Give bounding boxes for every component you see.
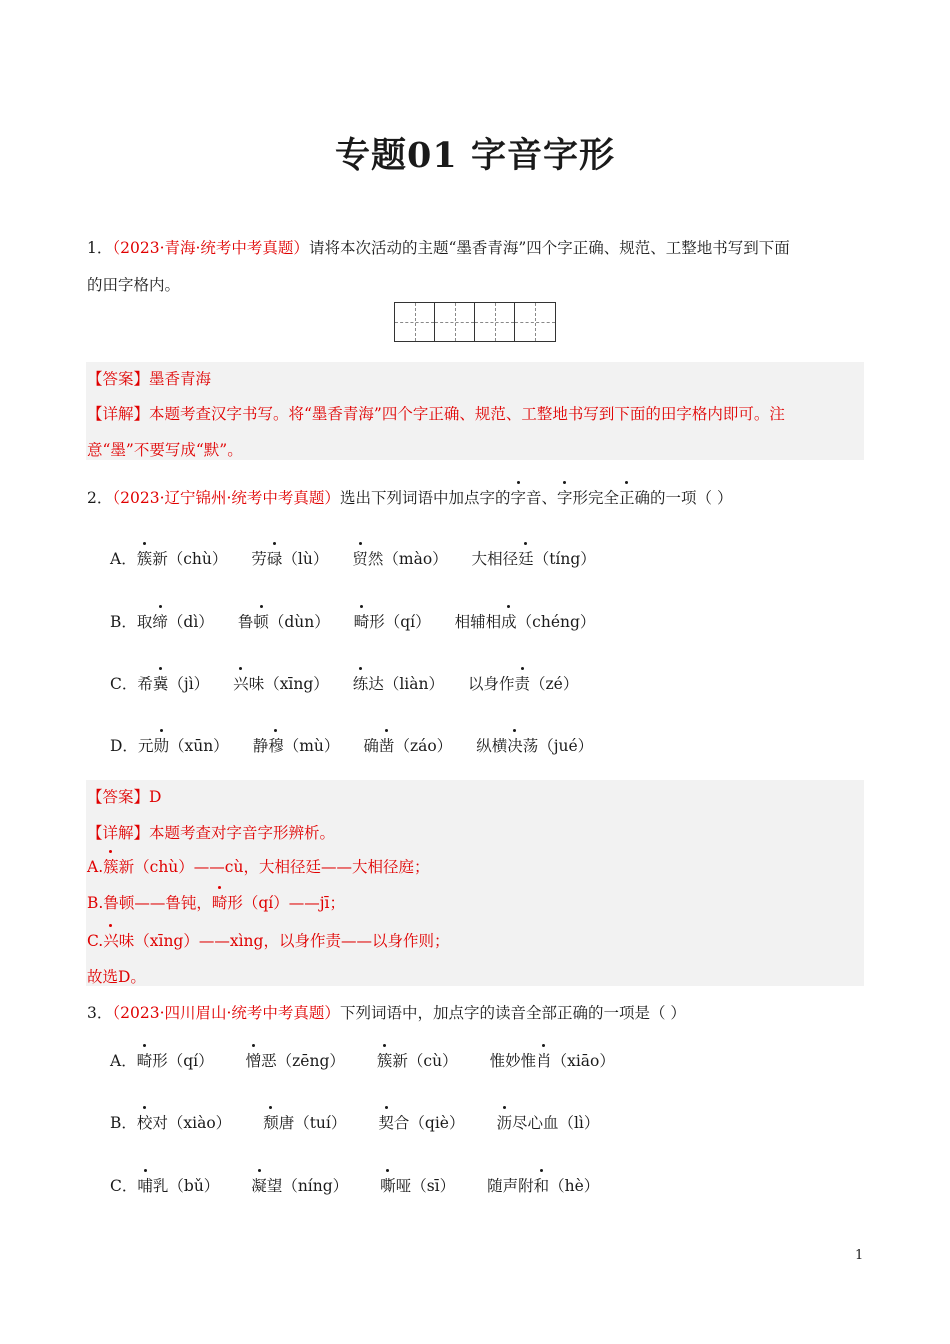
word-text: 劳 xyxy=(251,550,267,568)
dotted-char: 憎 xyxy=(246,1049,262,1071)
question-number: 2． xyxy=(87,489,113,507)
option-label: A． xyxy=(110,550,137,568)
word-text: 尽心血（lì） xyxy=(511,1114,600,1132)
option-row xyxy=(110,1111,631,1133)
word-text: （xiāo） xyxy=(551,1052,615,1070)
option-word xyxy=(137,547,228,569)
grid-cell xyxy=(475,303,515,341)
word-text: 纵横 xyxy=(476,737,508,755)
dotted-char: 字 xyxy=(510,486,526,508)
word-text: （zé） xyxy=(529,675,579,693)
word-text: 唐（tuí） xyxy=(278,1114,347,1132)
option-label: C． xyxy=(110,1177,138,1195)
detail-text: 新（chù）——cù，大相径廷——大相径庭； xyxy=(118,858,430,876)
word-text: 相辅相 xyxy=(454,613,502,631)
option-word xyxy=(380,1174,455,1196)
option-word xyxy=(137,672,209,694)
option-label: D． xyxy=(110,737,138,755)
word-text: 形（qí） xyxy=(152,1052,214,1070)
word-text: 味（xīng） xyxy=(248,675,329,693)
dotted-char: 畸 xyxy=(212,891,228,913)
word-text: 取 xyxy=(136,613,153,631)
detail-1-line-1: 【详解】本题考查汉字书写。将“墨香青海”四个字正确、规范、工整地书写到下面的田字格内即可。注 xyxy=(87,405,785,423)
question-text: 选出下列词语中加点字的 xyxy=(339,489,511,507)
detail-2-c xyxy=(87,929,449,951)
question-2-stem xyxy=(87,486,732,508)
option-word xyxy=(137,1049,214,1071)
dotted-char: 簇 xyxy=(377,1049,393,1071)
option-word xyxy=(363,734,452,756)
option-word xyxy=(233,672,329,694)
word-text: 达（liàn） xyxy=(368,675,444,693)
word-text: 以身作 xyxy=(467,675,515,693)
detail-text: A. xyxy=(87,858,104,876)
dotted-char: 肖 xyxy=(536,1049,552,1071)
question-number: 3． xyxy=(87,1004,113,1022)
dotted-char: 簇 xyxy=(103,855,119,877)
option-word xyxy=(253,734,340,756)
question-3-stem xyxy=(87,1001,686,1023)
option-row xyxy=(110,672,602,694)
question-text: 音、 xyxy=(525,489,557,507)
word-text: （lù） xyxy=(282,550,329,568)
word-text: 元 xyxy=(137,737,154,755)
word-text: 望（níng） xyxy=(266,1177,349,1195)
detail-2-conclusion: 故选D。 xyxy=(87,968,146,986)
question-1-line-2: 的田字格内。 xyxy=(87,276,181,294)
dotted-char: 练 xyxy=(353,672,369,694)
dotted-char: 碌 xyxy=(267,547,283,569)
word-text: 对（xiào） xyxy=(152,1114,232,1132)
option-word xyxy=(468,672,578,694)
word-text: 乳（bǔ） xyxy=(152,1177,220,1195)
option-label: A． xyxy=(110,1052,137,1070)
page-number: 1 xyxy=(855,1248,864,1263)
grid-cell xyxy=(435,303,475,341)
dotted-char: 勋 xyxy=(153,734,169,756)
detail-text: B.鲁顿——鲁钝， xyxy=(87,894,212,912)
dotted-char: 凿 xyxy=(379,734,395,756)
word-text: 鲁 xyxy=(237,613,254,631)
question-number: 1． xyxy=(87,239,113,257)
word-text: （tíng） xyxy=(533,550,596,568)
word-text: 哑（sī） xyxy=(395,1177,456,1195)
option-word xyxy=(377,1049,458,1071)
option-label: B． xyxy=(110,613,137,631)
word-text: （mù） xyxy=(283,737,340,755)
dotted-char: 颓 xyxy=(263,1111,279,1133)
dotted-char: 顿 xyxy=(253,610,269,632)
option-row xyxy=(110,1049,647,1071)
option-word xyxy=(353,672,444,694)
answer-box-2 xyxy=(86,780,864,986)
word-text: 恶（zēng） xyxy=(261,1052,345,1070)
option-word xyxy=(487,1174,599,1196)
option-word xyxy=(472,547,596,569)
option-row xyxy=(110,610,619,632)
dotted-char: 契 xyxy=(378,1111,394,1133)
dotted-char: 冀 xyxy=(153,672,169,694)
word-text: 希 xyxy=(137,675,153,693)
word-text: 随声附 xyxy=(487,1177,534,1195)
question-source: （2023·四川眉山·统考中考真题） xyxy=(112,1004,340,1022)
question-source: （2023·青海·统考中考真题） xyxy=(112,239,309,257)
option-word xyxy=(251,547,328,569)
detail-2-b xyxy=(87,891,345,913)
option-word xyxy=(490,1049,615,1071)
word-text: 静 xyxy=(252,737,269,755)
dotted-char: 校 xyxy=(137,1111,153,1133)
word-text: （chéng） xyxy=(516,613,596,631)
detail-1-line-2: 意“墨”不要写成“默”。 xyxy=(87,441,243,459)
detail-2-a xyxy=(87,855,429,877)
word-text: （xūn） xyxy=(168,737,229,755)
dotted-char: 畸 xyxy=(354,610,370,632)
question-text: 下列词语中，加点字的读音全部正确的一项是（ ） xyxy=(339,1004,686,1022)
dotted-char: 成 xyxy=(501,610,517,632)
word-text: （dùn） xyxy=(268,613,330,631)
option-label: B． xyxy=(110,1114,137,1132)
option-word xyxy=(354,610,431,632)
answer-2: 【答案】D xyxy=(87,788,162,806)
question-1-line-1 xyxy=(87,236,790,258)
option-row xyxy=(110,547,620,569)
option-row xyxy=(110,1174,631,1196)
word-text: （dì） xyxy=(167,613,214,631)
dotted-char: 沥 xyxy=(496,1111,512,1133)
dotted-char: 贸 xyxy=(352,547,368,569)
option-label: C． xyxy=(110,675,138,693)
word-text: 确 xyxy=(363,737,379,755)
option-word xyxy=(137,610,214,632)
question-text: 请将本次活动的主题“墨香青海”四个字正确、规范、工整地书写到下面 xyxy=(308,239,790,257)
option-word xyxy=(496,1111,599,1133)
option-word xyxy=(238,610,330,632)
dotted-char: 嘶 xyxy=(380,1174,396,1196)
dotted-char: 凝 xyxy=(251,1174,267,1196)
dotted-char: 畸 xyxy=(137,1049,153,1071)
tianzige-grid xyxy=(394,302,556,342)
word-text: 新（cù） xyxy=(392,1052,458,1070)
word-text: 大相径 xyxy=(471,550,519,568)
question-text: 确的一项（ ） xyxy=(634,489,733,507)
word-text: 形（qí） xyxy=(369,613,431,631)
word-text: 新（chù） xyxy=(152,550,228,568)
option-word xyxy=(137,1111,231,1133)
dotted-char: 廷 xyxy=(518,547,534,569)
dotted-char: 责 xyxy=(514,672,530,694)
option-word xyxy=(476,734,593,756)
option-word xyxy=(138,734,229,756)
word-text: （hè） xyxy=(549,1177,600,1195)
dotted-char: 簇 xyxy=(137,547,153,569)
word-text: （záo） xyxy=(394,737,453,755)
detail-text: C. xyxy=(87,932,104,950)
detail-2-intro: 【详解】本题考查对字音字形辨析。 xyxy=(87,824,336,842)
option-word xyxy=(263,1111,346,1133)
dotted-char: 正 xyxy=(619,486,635,508)
dotted-char: 和 xyxy=(534,1174,550,1196)
word-text: （jì） xyxy=(168,675,210,693)
option-word xyxy=(251,1174,348,1196)
dotted-char: 兴 xyxy=(103,929,119,951)
detail-text: 味（xīng）——xìng，以身作责——以身作则； xyxy=(118,932,450,950)
option-row xyxy=(110,734,617,756)
option-word xyxy=(246,1049,345,1071)
dotted-char: 缔 xyxy=(152,610,168,632)
grid-cell xyxy=(395,303,435,341)
word-text: 惟妙惟 xyxy=(489,1052,537,1070)
detail-text: 形（qí）——jī； xyxy=(227,894,345,912)
grid-cell xyxy=(515,303,555,341)
answer-1: 【答案】墨香青海 xyxy=(87,370,212,388)
dotted-char: 哺 xyxy=(137,1174,153,1196)
dotted-char: 穆 xyxy=(268,734,284,756)
question-source: （2023·辽宁锦州·统考中考真题） xyxy=(112,489,340,507)
word-text: 然（mào） xyxy=(367,550,448,568)
option-word xyxy=(455,610,596,632)
dotted-char: 字 xyxy=(557,486,573,508)
word-text: 荡（jué） xyxy=(522,737,594,755)
dotted-char: 兴 xyxy=(233,672,249,694)
option-word xyxy=(352,547,447,569)
option-word xyxy=(137,1174,219,1196)
word-text: 合（qiè） xyxy=(393,1114,465,1132)
option-word xyxy=(378,1111,464,1133)
page-title: 专题01 字音字形 xyxy=(335,135,615,176)
dotted-char: 决 xyxy=(507,734,523,756)
question-text: 形完全 xyxy=(572,489,620,507)
